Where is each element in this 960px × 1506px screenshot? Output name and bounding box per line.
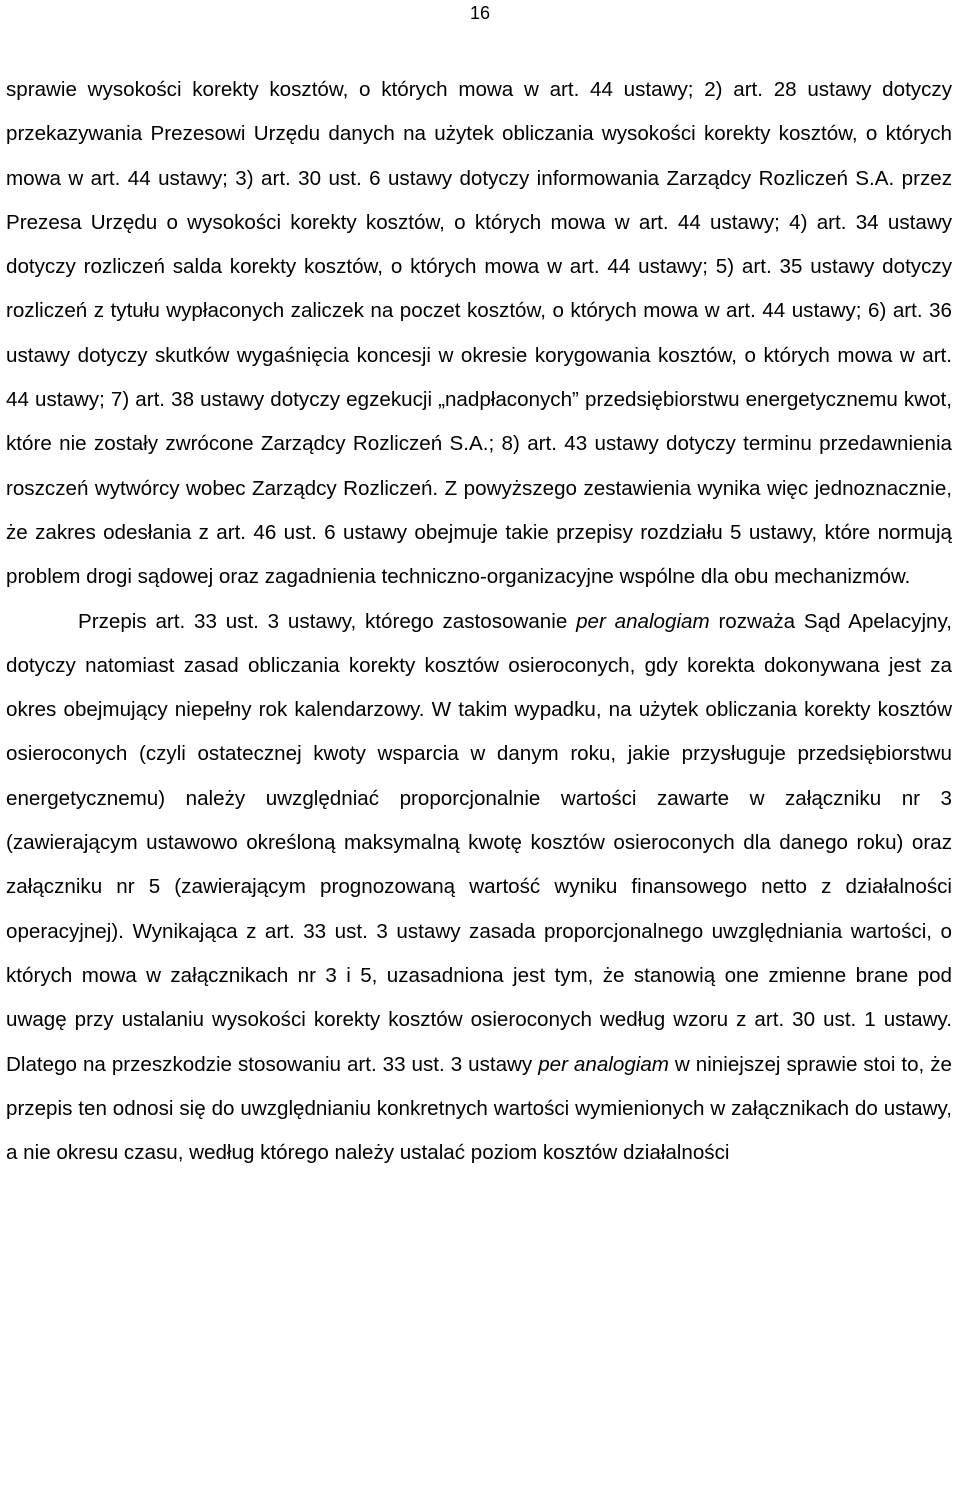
italic-phrase: per analogiam — [576, 609, 710, 633]
paragraph-text: w niniejszej sprawie stoi to, że przepis ten odnosi się do uwzględnianiu konkretnych wartości wymienionych w załącznikach do ustawy, a nie okresu czasu, według którego należy ustalać poziom kosztów działalności — [6, 1052, 952, 1165]
page-number: 16 — [469, 3, 491, 23]
document-body — [6, 68, 952, 1175]
italic-phrase: per analogiam — [538, 1052, 669, 1076]
paragraph-text: Przepis art. 33 ust. 3 ustawy, którego zastosowanie — [78, 609, 577, 633]
paragraph — [6, 68, 952, 600]
paragraph-text: sprawie wysokości korekty kosztów, o których mowa w art. 44 ustawy; 2) art. 28 ustawy dotyczy przekazywania Prezesowi Urzędu danych na użytek obliczania wysokości korekty kosztów, o których mowa w art. 44 ustawy; 3) art. 30 ust. 6 ustawy dotyczy informowania Zarządcy Rozliczeń S.A. przez Prezesa Urzędu o wysokości korekty kosztów, o których mowa w art. 44 ustawy; 4) art. 34 ustawy dotyczy rozliczeń salda korekty kosztów, o których mowa w art. 44 ustawy; 5) art. 35 ustawy dotyczy rozliczeń z tytułu wypłaconych zaliczek na poczet kosztów, o których mowa w art. 44 ustawy; 6) art. 36 ustawy dotyczy skutków wygaśnięcia koncesji w okresie korygowania kosztów, o których mowa w art. 44 ustawy; 7) art. 38 ustawy dotyczy egzekucji „nadpłaconych” przedsiębiorstwu energetycznemu kwot, które nie zostały zwrócone Zarządcy Rozliczeń S.A.; 8) art. 43 ustawy dotyczy terminu przedawnienia roszczeń wytwórcy wobec Zarządcy Rozliczeń. Z powyższego zestawienia wynika więc jednoznacznie, że zakres odesłania z art. 46 ust. 6 ustawy obejmuje takie przepisy rozdziału 5 ustawy, które normują problem drogi sądowej oraz zagadnienia techniczno-organizacyjne wspólne dla obu mechanizmów. — [6, 78, 952, 589]
paragraph — [6, 600, 952, 1176]
paragraph-text: rozważa Sąd Apelacyjny, dotyczy natomiast zasad obliczania korekty kosztów osieroconych, gdy korekta dokonywana jest za okres obejmujący niepełny rok kalendarzowy. W takim wypadku, na użytek obliczania korekty kosztów osieroconych (czyli ostatecznej kwoty wsparcia w danym roku, jakie przysługuje przedsiębiorstwu energetycznemu) należy uwzględniać proporcjonalnie wartości zawarte w załączniku nr 3 (zawierającym ustawowo określoną maksymalną kwotę kosztów osieroconych dla danego roku) oraz załączniku nr 5 (zawierającym prognozowaną wartość wyniku finansowego netto z działalności operacyjnej). Wynikająca z art. 33 ust. 3 ustawy zasada proporcjonalnego uwzględniania wartości, o których mowa w załącznikach nr 3 i 5, uzasadniona jest tym, że stanowią one zmienne brane pod uwagę przy ustalaniu wysokości korekty kosztów osieroconych według wzoru z art. 30 ust. 1 ustawy. Dlatego na przeszkodzie stosowaniu art. 33 ust. 3 ustawy — [6, 609, 953, 1076]
